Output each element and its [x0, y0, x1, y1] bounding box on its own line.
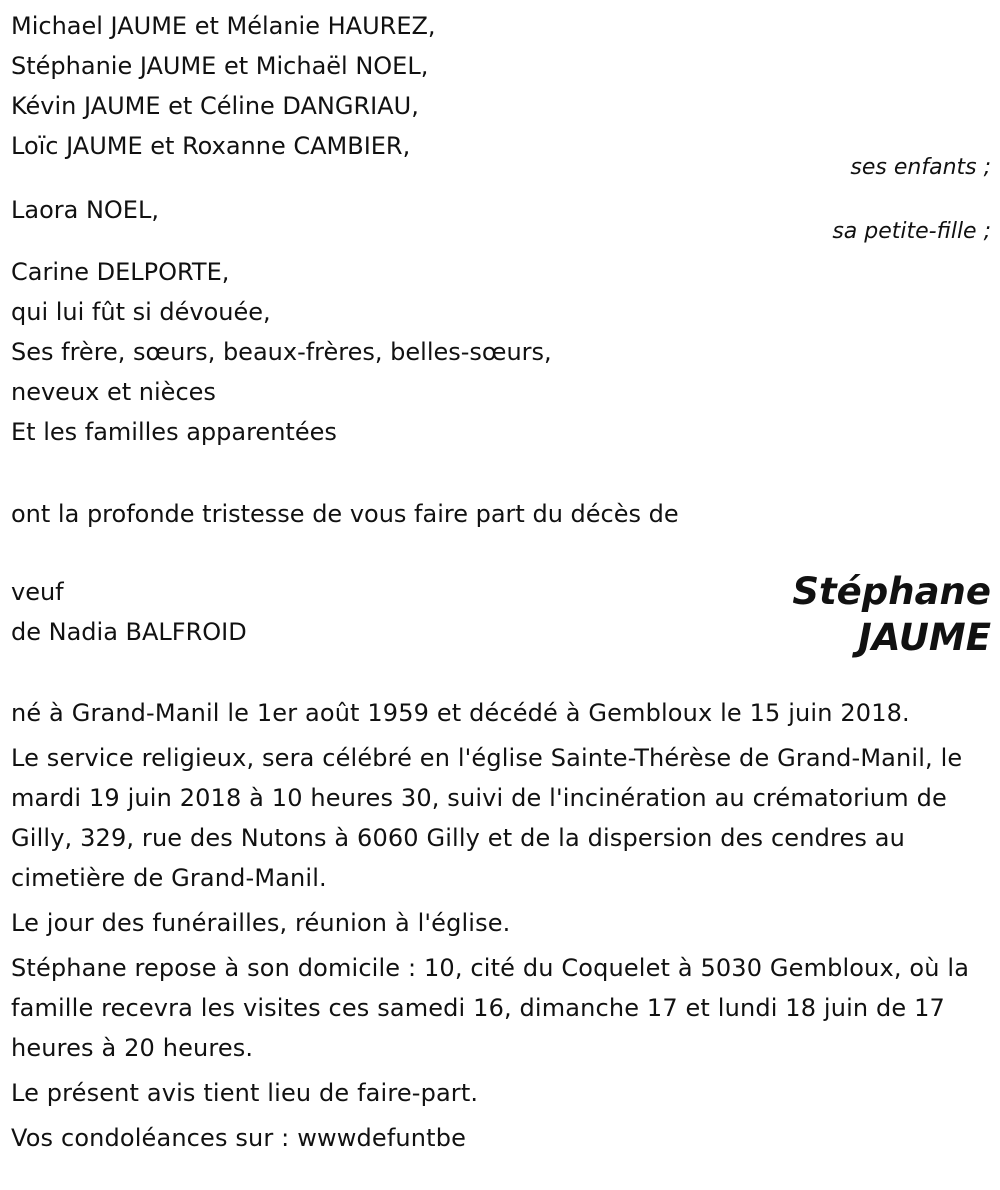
widow-line: de Nadia BALFROID	[11, 618, 247, 646]
granddaughter-name: Laora NOEL,	[11, 196, 159, 224]
widow-line: veuf	[11, 578, 64, 606]
granddaughter-block	[11, 190, 159, 230]
child-line: Kévin JAUME et Céline DANGRIAU,	[11, 92, 419, 120]
relative-line: Carine DELPORTE,	[11, 258, 230, 286]
condolences-paragraph: Vos condoléances sur : wwwdefuntbe	[11, 1124, 467, 1152]
birth-death-paragraph: né à Grand-Manil le 1er août 1959 et décédé à Gembloux le 15 juin 2018.	[11, 699, 910, 727]
child-line: Loïc JAUME et Roxanne CAMBIER,	[11, 132, 411, 160]
child-line: Michael JAUME et Mélanie HAUREZ,	[11, 12, 436, 40]
widow-block	[11, 572, 247, 652]
service-paragraph: Le service religieux, sera célébré en l'église Sainte-Thérèse de Grand-Manil, le mardi 19 juin 2018 à 10 heures 30, suivi de l'incinération au crématorium de Gilly, 329, rue des Nutons à 6060 Gilly et de la dispersion des cendres au cimetière de Grand-Manil.	[11, 744, 963, 892]
relative-line: qui lui fût si dévouée,	[11, 298, 271, 326]
granddaughter-relation: sa petite-fille ;	[832, 219, 991, 244]
deceased-name	[792, 569, 991, 661]
child-line: Stéphanie JAUME et Michaël NOEL,	[11, 52, 429, 80]
relative-line: neveux et nièces	[11, 378, 216, 406]
intro-sentence: ont la profonde tristesse de vous faire part du décès de	[11, 500, 679, 528]
relative-line: Ses frère, sœurs, beaux-frères, belles-sœurs,	[11, 338, 552, 366]
children-relation: ses enfants ;	[850, 155, 991, 180]
death-notice	[11, 0, 991, 1190]
faire-part-paragraph: Le présent avis tient lieu de faire-part.	[11, 1079, 479, 1107]
visitation-paragraph: Stéphane repose à son domicile : 10, cité du Coquelet à 5030 Gembloux, où la famille recevra les visites ces samedi 16, dimanche 17 et lundi 18 juin de 17 heures à 20 heures.	[11, 954, 970, 1062]
funeral-meeting-paragraph: Le jour des funérailles, réunion à l'église.	[11, 909, 511, 937]
deceased-last-name: JAUME	[858, 616, 991, 659]
notice-details	[11, 693, 991, 1163]
other-relatives	[11, 252, 552, 452]
deceased-first-name: Stéphane	[792, 570, 991, 613]
relative-line: Et les familles apparentées	[11, 418, 337, 446]
children-list	[11, 6, 436, 166]
